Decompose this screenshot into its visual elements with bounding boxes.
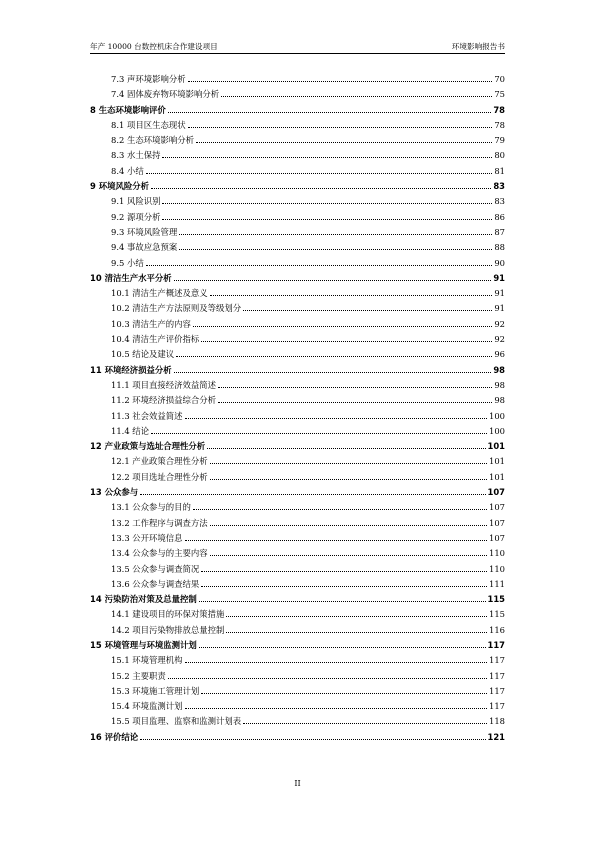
toc-entry-page: 91 bbox=[493, 272, 505, 283]
toc-section-entry[interactable] bbox=[90, 470, 505, 485]
toc-entry-title: 13.2 工作程序与调查方法 bbox=[111, 517, 208, 528]
toc-entry-page: 111 bbox=[489, 578, 505, 589]
dot-leader bbox=[168, 112, 492, 113]
dot-leader bbox=[210, 479, 487, 480]
toc-section-entry[interactable] bbox=[90, 562, 505, 577]
dot-leader bbox=[185, 708, 487, 709]
toc-section-entry[interactable] bbox=[90, 286, 505, 301]
toc-entry-page: 117 bbox=[489, 701, 505, 712]
toc-entry-page: 92 bbox=[494, 334, 505, 345]
toc-section-entry[interactable] bbox=[90, 164, 505, 179]
toc-entry-page: 91 bbox=[494, 303, 505, 314]
dot-leader bbox=[218, 387, 492, 388]
dot-leader bbox=[140, 739, 485, 740]
dot-leader bbox=[174, 280, 492, 281]
toc-section-entry[interactable] bbox=[90, 669, 505, 684]
toc-entry-page: 100 bbox=[489, 425, 505, 436]
dot-leader bbox=[218, 402, 492, 403]
toc-entry-page: 117 bbox=[487, 639, 505, 650]
toc-section-entry[interactable] bbox=[90, 87, 505, 102]
toc-section-entry[interactable] bbox=[90, 225, 505, 240]
toc-entry-title: 15.4 环境监测计划 bbox=[111, 701, 183, 712]
toc-entry-page: 98 bbox=[494, 395, 505, 406]
toc-entry-title: 12 产业政策与选址合理性分析 bbox=[90, 441, 206, 452]
toc-entry-page: 96 bbox=[494, 349, 505, 360]
toc-entry-title: 10.1 清洁生产概述及意义 bbox=[111, 288, 208, 299]
toc-entry-page: 110 bbox=[489, 563, 505, 574]
dot-leader bbox=[196, 142, 492, 143]
dot-leader bbox=[210, 463, 487, 464]
toc-section-entry[interactable] bbox=[90, 409, 505, 424]
toc-entry-title: 15.5 项目监理、监察和监测计划表 bbox=[111, 716, 242, 727]
toc-entry-page: 92 bbox=[494, 318, 505, 329]
toc-entry-page: 117 bbox=[489, 670, 505, 681]
page-number: II bbox=[294, 779, 301, 788]
dot-leader bbox=[201, 571, 487, 572]
toc-entry-page: 101 bbox=[489, 456, 505, 467]
toc-entry-page: 70 bbox=[494, 74, 505, 84]
toc-entry-title: 12.2 项目选址合理性分析 bbox=[111, 471, 208, 482]
toc-entry-title: 8.1 项目区生态现状 bbox=[111, 119, 186, 130]
toc-section-entry[interactable] bbox=[90, 378, 505, 393]
toc-entry-title: 15.3 环境施工管理计划 bbox=[111, 685, 200, 696]
toc-section-entry[interactable] bbox=[90, 347, 505, 362]
toc-section-entry[interactable] bbox=[90, 317, 505, 332]
toc-entry-page: 83 bbox=[494, 196, 505, 207]
toc-entry-title: 9.1 风险识别 bbox=[111, 196, 161, 207]
dot-leader bbox=[201, 341, 492, 342]
toc-entry-title: 11.2 环境经济损益综合分析 bbox=[111, 395, 217, 406]
dot-leader bbox=[146, 173, 493, 174]
toc-chapter-entry[interactable] bbox=[90, 439, 505, 454]
dot-leader bbox=[201, 586, 487, 587]
dot-leader bbox=[185, 540, 487, 541]
header-document-type: 环境影响报告书 bbox=[451, 42, 505, 51]
toc-section-entry[interactable] bbox=[90, 118, 505, 133]
toc-entry-page: 100 bbox=[489, 410, 505, 421]
dot-leader bbox=[162, 219, 492, 220]
toc-section-entry[interactable] bbox=[90, 194, 505, 209]
toc-entry-title: 9.2 源项分析 bbox=[111, 211, 161, 222]
toc-chapter-entry[interactable] bbox=[90, 271, 505, 286]
toc-entry-page: 83 bbox=[493, 181, 505, 192]
dot-leader bbox=[226, 632, 487, 633]
toc-entry-page: 78 bbox=[494, 119, 505, 130]
dot-leader bbox=[146, 265, 493, 266]
toc-entry-title: 9.5 小结 bbox=[111, 257, 144, 268]
toc-entry-title: 15.1 环境管理机构 bbox=[111, 655, 183, 666]
toc-section-entry[interactable] bbox=[90, 454, 505, 469]
toc-entry-title: 10 清洁生产水平分析 bbox=[90, 272, 172, 283]
toc-entry-page: 121 bbox=[487, 731, 505, 742]
dot-leader bbox=[185, 662, 487, 663]
dot-leader bbox=[168, 678, 487, 679]
toc-section-entry[interactable] bbox=[90, 714, 505, 729]
toc-entry-page: 110 bbox=[489, 548, 505, 559]
toc-entry-title: 14 污染防治对策及总量控制 bbox=[90, 594, 197, 605]
dot-leader bbox=[193, 509, 487, 510]
toc-section-entry[interactable] bbox=[90, 607, 505, 622]
toc-entry-title: 11.1 项目直接经济效益简述 bbox=[111, 379, 217, 390]
toc-section-entry[interactable] bbox=[90, 240, 505, 255]
dot-leader bbox=[210, 295, 493, 296]
dot-leader bbox=[176, 356, 492, 357]
toc-entry-title: 11 环境经济损益分析 bbox=[90, 364, 172, 375]
toc-entry-title: 13.1 公众参与的目的 bbox=[111, 502, 191, 513]
toc-entry-page: 87 bbox=[494, 226, 505, 237]
toc-section-entry[interactable] bbox=[90, 332, 505, 347]
toc-entry-title: 8 生态环境影响评价 bbox=[90, 104, 166, 115]
toc-entry-page: 80 bbox=[494, 150, 505, 161]
dot-leader bbox=[140, 494, 485, 495]
toc-entry-page: 98 bbox=[493, 364, 505, 375]
dot-leader bbox=[199, 601, 486, 602]
toc-chapter-entry[interactable] bbox=[90, 638, 505, 653]
toc-entry-page: 78 bbox=[493, 104, 505, 115]
dot-leader bbox=[243, 723, 487, 724]
dot-leader bbox=[226, 616, 487, 617]
dot-leader bbox=[151, 433, 487, 434]
toc-entry-page: 107 bbox=[489, 517, 505, 528]
toc-entry-page: 88 bbox=[494, 242, 505, 253]
dot-leader bbox=[199, 647, 486, 648]
toc-entry-page: 79 bbox=[494, 135, 505, 146]
dot-leader bbox=[188, 81, 493, 82]
toc-chapter-entry[interactable] bbox=[90, 592, 505, 607]
toc-section-entry[interactable] bbox=[90, 577, 505, 592]
dot-leader bbox=[174, 372, 492, 373]
toc-entry-page: 116 bbox=[489, 624, 505, 635]
running-header bbox=[90, 41, 505, 54]
toc-chapter-entry[interactable] bbox=[90, 103, 505, 118]
dot-leader bbox=[151, 188, 491, 189]
toc-entry-title: 8.2 生态环境影响分析 bbox=[111, 135, 194, 146]
toc-entry-title: 10.2 清洁生产方法原则及等级划分 bbox=[111, 303, 242, 314]
toc-chapter-entry[interactable] bbox=[90, 485, 505, 500]
toc-entry-title: 8.4 小结 bbox=[111, 165, 144, 176]
toc-entry-title: 8.3 水土保持 bbox=[111, 150, 161, 161]
toc-entry-page: 115 bbox=[489, 609, 505, 620]
toc-chapter-entry[interactable] bbox=[90, 363, 505, 378]
toc-entry-title: 13.4 公众参与的主要内容 bbox=[111, 548, 208, 559]
dot-leader bbox=[185, 418, 487, 419]
toc-entry-title: 10.3 清洁生产的内容 bbox=[111, 318, 191, 329]
toc-section-entry[interactable] bbox=[90, 72, 505, 87]
table-of-contents bbox=[90, 72, 505, 745]
toc-entry-title: 10.4 清洁生产评价指标 bbox=[111, 334, 200, 345]
toc-section-entry[interactable] bbox=[90, 684, 505, 699]
toc-section-entry[interactable] bbox=[90, 133, 505, 148]
toc-section-entry[interactable] bbox=[90, 531, 505, 546]
dot-leader bbox=[207, 448, 485, 449]
toc-entry-page: 115 bbox=[487, 594, 505, 605]
toc-entry-title: 13.6 公众参与调查结果 bbox=[111, 578, 200, 589]
toc-entry-title: 14.1 建设项目的环保对策措施 bbox=[111, 609, 225, 620]
toc-entry-title: 15 环境管理与环境监测计划 bbox=[90, 639, 197, 650]
toc-entry-title: 13.3 公开环境信息 bbox=[111, 532, 183, 543]
toc-entry-title: 11.4 结论 bbox=[111, 425, 150, 436]
toc-entry-page: 86 bbox=[494, 211, 505, 222]
toc-entry-title: 10.5 结论及建议 bbox=[111, 349, 175, 360]
dot-leader bbox=[243, 310, 492, 311]
toc-entry-page: 118 bbox=[489, 716, 505, 727]
dot-leader bbox=[179, 234, 492, 235]
dot-leader bbox=[221, 96, 492, 97]
toc-section-entry[interactable] bbox=[90, 653, 505, 668]
toc-section-entry[interactable] bbox=[90, 393, 505, 408]
toc-section-entry[interactable] bbox=[90, 424, 505, 439]
toc-section-entry[interactable] bbox=[90, 699, 505, 714]
toc-entry-title: 7.3 声环境影响分析 bbox=[111, 74, 186, 84]
dot-leader bbox=[188, 127, 493, 128]
dot-leader bbox=[201, 693, 487, 694]
toc-chapter-entry[interactable] bbox=[90, 730, 505, 745]
toc-entry-page: 98 bbox=[494, 379, 505, 390]
toc-entry-title: 16 评价结论 bbox=[90, 731, 139, 742]
toc-chapter-entry[interactable] bbox=[90, 179, 505, 194]
toc-entry-page: 117 bbox=[489, 655, 505, 666]
toc-entry-title: 14.2 项目污染物排放总量控制 bbox=[111, 624, 225, 635]
dot-leader bbox=[210, 555, 487, 556]
toc-entry-page: 101 bbox=[489, 471, 505, 482]
toc-entry-title: 9 环境风险分析 bbox=[90, 181, 149, 192]
toc-section-entry[interactable] bbox=[90, 301, 505, 316]
toc-entry-page: 107 bbox=[487, 487, 505, 498]
toc-section-entry[interactable] bbox=[90, 546, 505, 561]
toc-entry-title: 9.3 环境风险管理 bbox=[111, 226, 178, 237]
header-project-title: 年产 10000 台数控机床合作建设项目 bbox=[90, 42, 218, 51]
toc-entry-page: 101 bbox=[487, 441, 505, 452]
toc-section-entry[interactable] bbox=[90, 210, 505, 225]
dot-leader bbox=[162, 203, 492, 204]
toc-section-entry[interactable] bbox=[90, 500, 505, 515]
toc-entry-title: 13 公众参与 bbox=[90, 487, 139, 498]
dot-leader bbox=[210, 525, 487, 526]
toc-entry-title: 13.5 公众参与调查简况 bbox=[111, 563, 200, 574]
toc-entry-page: 117 bbox=[489, 685, 505, 696]
toc-section-entry[interactable] bbox=[90, 516, 505, 531]
toc-section-entry[interactable] bbox=[90, 623, 505, 638]
toc-entry-title: 12.1 产业政策合理性分析 bbox=[111, 456, 208, 467]
toc-entry-page: 75 bbox=[494, 89, 505, 100]
toc-section-entry[interactable] bbox=[90, 256, 505, 271]
toc-entry-title: 9.4 事故应急预案 bbox=[111, 242, 178, 253]
toc-entry-page: 90 bbox=[494, 257, 505, 268]
dot-leader bbox=[162, 157, 492, 158]
dot-leader bbox=[193, 326, 492, 327]
toc-entry-page: 91 bbox=[494, 288, 505, 299]
toc-entry-page: 107 bbox=[489, 532, 505, 543]
dot-leader bbox=[179, 249, 492, 250]
toc-entry-title: 11.3 社会效益简述 bbox=[111, 410, 183, 421]
toc-section-entry[interactable] bbox=[90, 148, 505, 163]
toc-entry-page: 81 bbox=[494, 165, 505, 176]
toc-entry-title: 15.2 主要职责 bbox=[111, 670, 166, 681]
toc-entry-title: 7.4 固体废弃物环境影响分析 bbox=[111, 89, 220, 100]
toc-entry-page: 107 bbox=[489, 502, 505, 513]
